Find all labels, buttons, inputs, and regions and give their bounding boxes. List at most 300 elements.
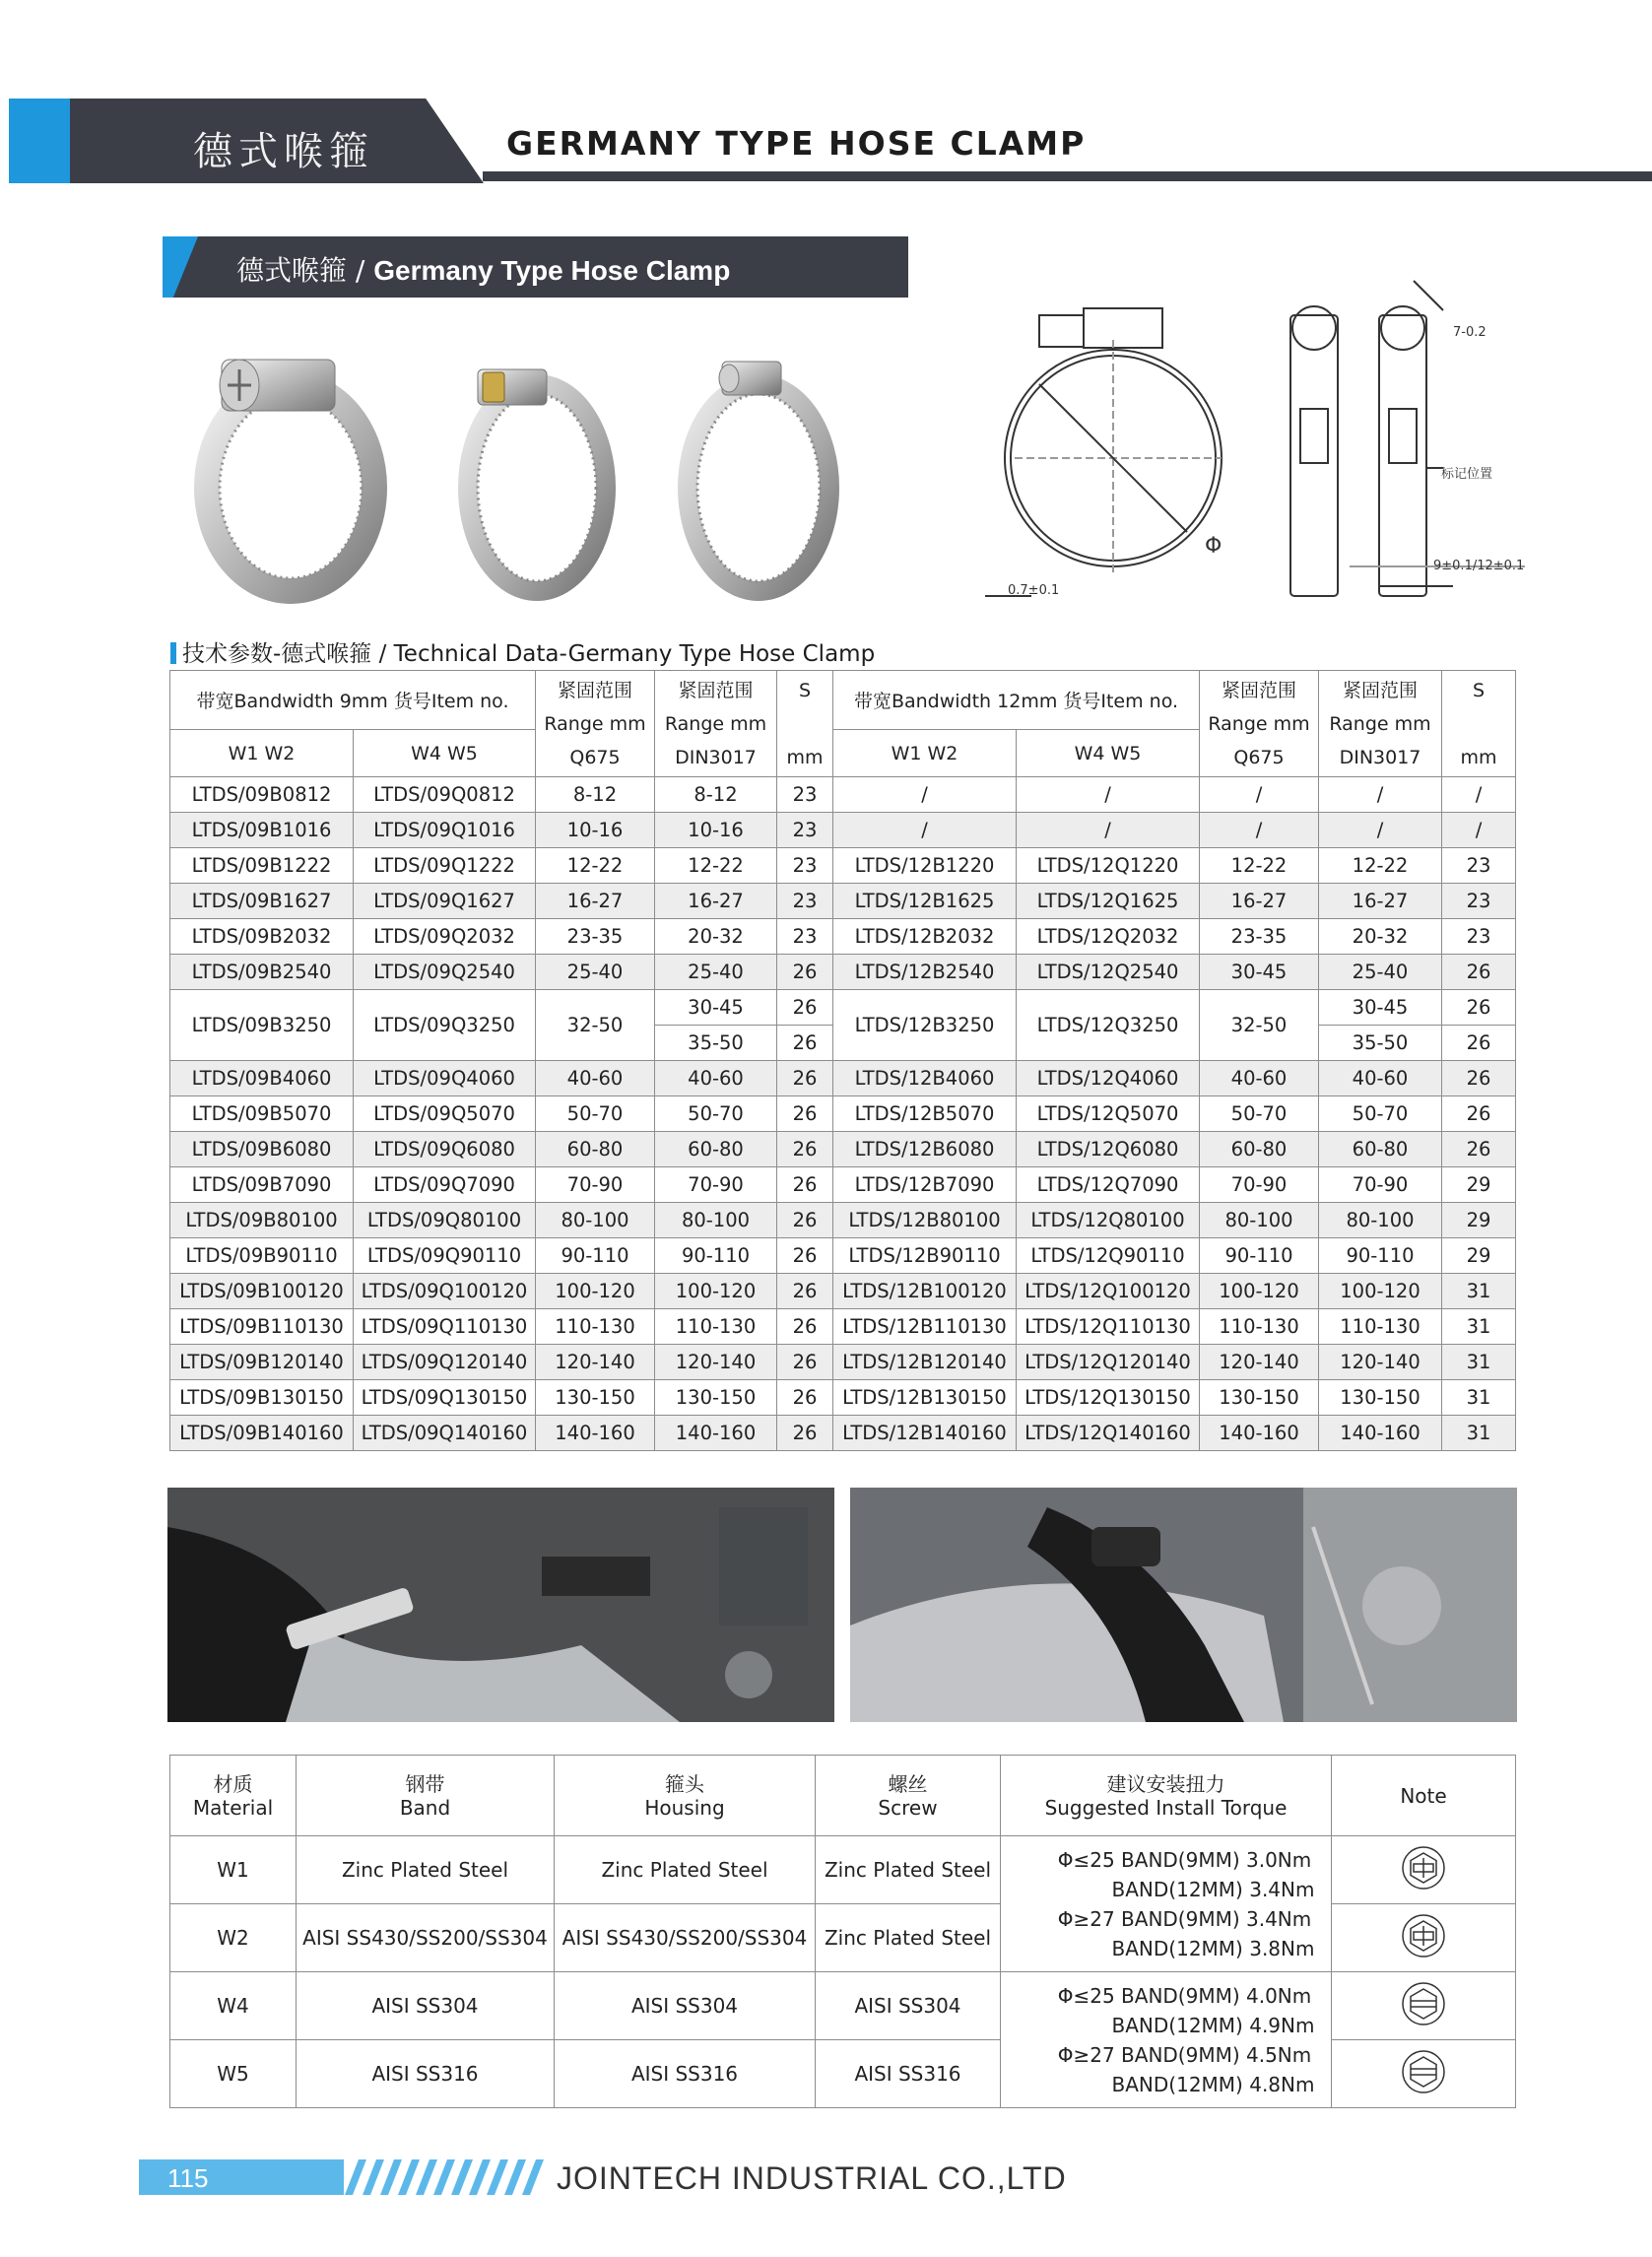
header-screw-en: Screw — [878, 1795, 938, 1820]
range-q675-9: 110-130 — [536, 1309, 655, 1345]
item-w4w5-12: LTDS/12Q140160 — [1017, 1416, 1200, 1451]
range-q675-12: 100-120 — [1200, 1274, 1319, 1309]
range-din-12: 120-140 — [1319, 1345, 1442, 1380]
range-din-9: 16-27 — [655, 884, 777, 919]
band-material: AISI SS316 — [297, 2040, 555, 2108]
item-w4w5-9: LTDS/09Q2032 — [354, 919, 536, 955]
housing-material: AISI SS316 — [555, 2040, 816, 2108]
item-w1w2-12: / — [833, 777, 1017, 813]
s-9: 23 — [777, 848, 833, 884]
header-din3017: DIN3017 — [1339, 746, 1421, 768]
torque-line: Φ≤25 BAND(9MM) 4.0Nm — [1057, 1983, 1312, 2008]
header-bandwidth-9: 带宽Bandwidth 9mm 货号Item no. — [170, 671, 536, 730]
s-9: 26 — [777, 1203, 833, 1238]
material-code: W4 — [170, 1972, 297, 2040]
housing-material: Zinc Plated Steel — [555, 1836, 816, 1904]
header-title-cn: 德式喉箍 — [193, 129, 374, 174]
header-housing-cn: 箍头 — [665, 1771, 704, 1796]
range-din-12: 12-22 — [1319, 848, 1442, 884]
range-q675-12: 70-90 — [1200, 1167, 1319, 1203]
range-q675-9: 130-150 — [536, 1380, 655, 1416]
s-9: 23 — [777, 919, 833, 955]
s-9: 26 — [777, 1061, 833, 1096]
item-w4w5-9: LTDS/09Q120140 — [354, 1345, 536, 1380]
item-w1w2-9: LTDS/09B1627 — [170, 884, 354, 919]
item-w1w2-9: LTDS/09B5070 — [170, 1096, 354, 1132]
s-9: 26 — [777, 1026, 833, 1061]
screw-material: AISI SS304 — [816, 1972, 1001, 2040]
range-din-9: 30-45 — [655, 990, 777, 1026]
item-w4w5-12: LTDS/12Q90110 — [1017, 1238, 1200, 1274]
s-12: 26 — [1442, 955, 1516, 990]
page-header — [0, 99, 1652, 185]
note-icon-cell — [1332, 1904, 1516, 1972]
item-w1w2-9: LTDS/09B6080 — [170, 1132, 354, 1167]
header-din3017: DIN3017 — [675, 746, 757, 768]
range-q675-12: 130-150 — [1200, 1380, 1319, 1416]
item-w4w5-12: LTDS/12Q80100 — [1017, 1203, 1200, 1238]
range-din-9: 20-32 — [655, 919, 777, 955]
range-q675-12: 110-130 — [1200, 1309, 1319, 1345]
item-w1w2-12: LTDS/12B4060 — [833, 1061, 1017, 1096]
s-12: 26 — [1442, 1026, 1516, 1061]
material-header-row — [170, 1756, 1516, 1836]
header-bandwidth-12: 带宽Bandwidth 12mm 货号Item no. — [833, 671, 1200, 730]
item-w4w5-12: LTDS/12Q110130 — [1017, 1309, 1200, 1345]
s-9: 23 — [777, 777, 833, 813]
s-12: 31 — [1442, 1416, 1516, 1451]
table-row — [170, 919, 1516, 955]
range-q675-9: 40-60 — [536, 1061, 655, 1096]
range-q675-9: 120-140 — [536, 1345, 655, 1380]
table-row — [170, 1345, 1516, 1380]
note-icon-cell — [1332, 2040, 1516, 2108]
item-w4w5-9: LTDS/09Q140160 — [354, 1416, 536, 1451]
material-code: W2 — [170, 1904, 297, 1972]
item-w1w2-12: LTDS/12B130150 — [833, 1380, 1017, 1416]
material-code: W1 — [170, 1836, 297, 1904]
item-w1w2-9: LTDS/09B140160 — [170, 1416, 354, 1451]
range-q675-12: 50-70 — [1200, 1096, 1319, 1132]
item-w4w5-9: LTDS/09Q110130 — [354, 1309, 536, 1345]
range-din-12: 50-70 — [1319, 1096, 1442, 1132]
s-12: 26 — [1442, 1096, 1516, 1132]
table-row — [170, 1132, 1516, 1167]
slotted-hex-screw-icon — [1401, 1981, 1446, 2026]
dim-top-label: 7-0.2 — [1453, 325, 1487, 340]
item-w1w2-9: LTDS/09B1016 — [170, 813, 354, 848]
range-q675-9: 32-50 — [536, 990, 655, 1061]
item-w1w2-12: LTDS/12B5070 — [833, 1096, 1017, 1132]
table-row — [170, 1238, 1516, 1274]
item-w1w2-12: LTDS/12B1220 — [833, 848, 1017, 884]
item-w1w2-9: LTDS/09B100120 — [170, 1274, 354, 1309]
range-din-9: 70-90 — [655, 1167, 777, 1203]
range-din-9: 80-100 — [655, 1203, 777, 1238]
range-q675-9: 10-16 — [536, 813, 655, 848]
band-material: AISI SS304 — [297, 1972, 555, 2040]
s-9: 26 — [777, 1096, 833, 1132]
header-s-12 — [1442, 671, 1516, 777]
range-din-9: 35-50 — [655, 1026, 777, 1061]
header-screw — [816, 1756, 1001, 1836]
header-housing — [555, 1756, 816, 1836]
range-q675-12: 90-110 — [1200, 1238, 1319, 1274]
item-w4w5-12: LTDS/12Q2540 — [1017, 955, 1200, 990]
header-range-cn: 紧固范围 — [1342, 679, 1418, 701]
note-icon-cell — [1332, 1836, 1516, 1904]
item-w1w2-12: LTDS/12B110130 — [833, 1309, 1017, 1345]
housing-material: AISI SS430/SS200/SS304 — [555, 1904, 816, 1972]
table-row — [170, 1096, 1516, 1132]
section-title-en: Germany Type Hose Clamp — [373, 255, 731, 286]
item-w1w2-9: LTDS/09B110130 — [170, 1309, 354, 1345]
range-q675-12: 32-50 — [1200, 990, 1319, 1061]
range-q675-12: 16-27 — [1200, 884, 1319, 919]
item-w4w5-12: LTDS/12Q4060 — [1017, 1061, 1200, 1096]
item-w4w5-12: LTDS/12Q7090 — [1017, 1167, 1200, 1203]
header-w1w2-9: W1 W2 — [170, 730, 354, 777]
range-din-9: 8-12 — [655, 777, 777, 813]
item-w1w2-9: LTDS/09B0812 — [170, 777, 354, 813]
dim-bottom-right: 9±0.1/12±0.1 — [1433, 559, 1525, 573]
s-9: 26 — [777, 1274, 833, 1309]
item-w4w5-9: LTDS/09Q1627 — [354, 884, 536, 919]
screw-material: AISI SS316 — [816, 2040, 1001, 2108]
header-w1w2-12: W1 W2 — [833, 730, 1017, 777]
s-9: 26 — [777, 1309, 833, 1345]
range-din-12: 80-100 — [1319, 1203, 1442, 1238]
footer-stripes — [345, 2159, 552, 2195]
material-row-w4 — [170, 1972, 1516, 2040]
table-row — [170, 1309, 1516, 1345]
range-q675-12: 40-60 — [1200, 1061, 1319, 1096]
s-9: 26 — [777, 990, 833, 1026]
range-din-9: 90-110 — [655, 1238, 777, 1274]
item-w1w2-9: LTDS/09B7090 — [170, 1167, 354, 1203]
range-din-12: / — [1319, 777, 1442, 813]
header-range-din-12 — [1319, 671, 1442, 777]
range-din-12: 70-90 — [1319, 1167, 1442, 1203]
s-12: 29 — [1442, 1167, 1516, 1203]
range-q675-12: / — [1200, 813, 1319, 848]
range-q675-12: 23-35 — [1200, 919, 1319, 955]
slotted-hex-screw-icon — [1401, 1913, 1446, 1958]
range-din-12: 35-50 — [1319, 1026, 1442, 1061]
range-q675-12: / — [1200, 777, 1319, 813]
section-title — [236, 249, 730, 289]
band-material: AISI SS430/SS200/SS304 — [297, 1904, 555, 1972]
header-range-cn: 紧固范围 — [678, 679, 754, 701]
item-w1w2-12: LTDS/12B1625 — [833, 884, 1017, 919]
s-12: 26 — [1442, 1132, 1516, 1167]
item-w4w5-9: LTDS/09Q4060 — [354, 1061, 536, 1096]
range-din-9: 40-60 — [655, 1061, 777, 1096]
item-w1w2-12: LTDS/12B100120 — [833, 1274, 1017, 1309]
s-12: 26 — [1442, 1061, 1516, 1096]
item-w4w5-12: LTDS/12Q130150 — [1017, 1380, 1200, 1416]
header-s-9 — [777, 671, 833, 777]
item-w1w2-12: LTDS/12B3250 — [833, 990, 1017, 1061]
range-q675-9: 80-100 — [536, 1203, 655, 1238]
s-9: 26 — [777, 1132, 833, 1167]
s-12: 23 — [1442, 848, 1516, 884]
torque-line: Φ≥27 BAND(9MM) 3.4Nm — [1057, 1906, 1312, 1931]
item-w1w2-9: LTDS/09B2540 — [170, 955, 354, 990]
s-12: / — [1442, 777, 1516, 813]
header-q675: Q675 — [569, 746, 621, 768]
torque-line: BAND(12MM) 3.4Nm — [1111, 1877, 1315, 1901]
range-q675-9: 50-70 — [536, 1096, 655, 1132]
range-q675-9: 8-12 — [536, 777, 655, 813]
header-title-en: GERMANY TYPE HOSE CLAMP — [506, 124, 1087, 163]
item-w1w2-12: LTDS/12B80100 — [833, 1203, 1017, 1238]
table-row — [170, 1274, 1516, 1309]
range-q675-9: 25-40 — [536, 955, 655, 990]
range-q675-9: 100-120 — [536, 1274, 655, 1309]
s-9: 26 — [777, 1167, 833, 1203]
item-w1w2-12: / — [833, 813, 1017, 848]
band-material: Zinc Plated Steel — [297, 1836, 555, 1904]
section-title-bar — [163, 236, 908, 298]
screw-material: Zinc Plated Steel — [816, 1904, 1001, 1972]
page-number: 115 — [167, 2163, 209, 2193]
dim-bottom-left: 0.7±0.1 — [1008, 583, 1060, 598]
table-row — [170, 1203, 1516, 1238]
header-range-mm: Range mm — [664, 712, 767, 735]
header-screw-cn: 螺丝 — [888, 1771, 928, 1796]
header-material-cn: 材质 — [213, 1771, 253, 1796]
s-9: 23 — [777, 884, 833, 919]
item-w4w5-12: / — [1017, 813, 1200, 848]
item-w1w2-9: LTDS/09B2032 — [170, 919, 354, 955]
item-w4w5-9: LTDS/09Q5070 — [354, 1096, 536, 1132]
header-s: S — [1472, 679, 1486, 701]
header-range-din-9 — [655, 671, 777, 777]
range-q675-9: 23-35 — [536, 919, 655, 955]
item-w4w5-9: LTDS/09Q3250 — [354, 990, 536, 1061]
header-note: Note — [1332, 1756, 1516, 1836]
item-w1w2-12: LTDS/12B2032 — [833, 919, 1017, 955]
range-din-12: 110-130 — [1319, 1309, 1442, 1345]
range-din-9: 60-80 — [655, 1132, 777, 1167]
range-q675-9: 16-27 — [536, 884, 655, 919]
range-q675-9: 70-90 — [536, 1167, 655, 1203]
item-w4w5-9: LTDS/09Q80100 — [354, 1203, 536, 1238]
range-q675-12: 30-45 — [1200, 955, 1319, 990]
range-q675-12: 120-140 — [1200, 1345, 1319, 1380]
item-w1w2-9: LTDS/09B1222 — [170, 848, 354, 884]
table-row — [170, 1061, 1516, 1096]
item-w1w2-9: LTDS/09B90110 — [170, 1238, 354, 1274]
range-din-12: 40-60 — [1319, 1061, 1442, 1096]
item-w4w5-9: LTDS/09Q0812 — [354, 777, 536, 813]
clamp-image-w2 — [443, 340, 621, 606]
s-12: / — [1442, 813, 1516, 848]
table-row — [170, 848, 1516, 884]
range-din-9: 12-22 — [655, 848, 777, 884]
item-w4w5-9: LTDS/09Q130150 — [354, 1380, 536, 1416]
item-w4w5-9: LTDS/09Q1222 — [354, 848, 536, 884]
s-12: 29 — [1442, 1238, 1516, 1274]
heading-marker — [170, 642, 176, 664]
item-w4w5-12: LTDS/12Q1220 — [1017, 848, 1200, 884]
application-photo-left — [167, 1488, 834, 1722]
item-w4w5-9: LTDS/09Q1016 — [354, 813, 536, 848]
table-header-row-1 — [170, 671, 1516, 730]
s-12: 26 — [1442, 990, 1516, 1026]
header-torque-en: Suggested Install Torque — [1044, 1795, 1288, 1820]
header-range-q675-12 — [1200, 671, 1319, 777]
material-code: W5 — [170, 2040, 297, 2108]
mark-position-label: 标记位置 — [1441, 467, 1493, 482]
header-q675: Q675 — [1233, 746, 1285, 768]
item-w1w2-9: LTDS/09B120140 — [170, 1345, 354, 1380]
s-12: 31 — [1442, 1345, 1516, 1380]
item-w1w2-12: LTDS/12B140160 — [833, 1416, 1017, 1451]
range-din-12: 20-32 — [1319, 919, 1442, 955]
item-w1w2-12: LTDS/12B120140 — [833, 1345, 1017, 1380]
note-icon-cell — [1332, 1972, 1516, 2040]
s-9: 26 — [777, 955, 833, 990]
header-w4w5-9: W4 W5 — [354, 730, 536, 777]
range-din-9: 130-150 — [655, 1380, 777, 1416]
torque-line: Φ≤25 BAND(9MM) 3.0Nm — [1057, 1847, 1312, 1872]
range-din-12: 100-120 — [1319, 1274, 1442, 1309]
header-s: S — [798, 679, 812, 701]
header-range-mm: Range mm — [1208, 712, 1310, 735]
item-w4w5-12: LTDS/12Q6080 — [1017, 1132, 1200, 1167]
torque-line: BAND(12MM) 4.8Nm — [1111, 2072, 1315, 2096]
s-12: 31 — [1442, 1309, 1516, 1345]
range-din-12: 30-45 — [1319, 990, 1442, 1026]
header-range-cn: 紧固范围 — [557, 679, 632, 701]
item-w4w5-9: LTDS/09Q100120 — [354, 1274, 536, 1309]
range-q675-12: 80-100 — [1200, 1203, 1319, 1238]
torque-line: BAND(12MM) 4.9Nm — [1111, 2013, 1315, 2037]
torque-w1-w2 — [1001, 1836, 1332, 1972]
header-range-cn: 紧固范围 — [1221, 679, 1296, 701]
application-photo-right — [850, 1488, 1517, 1722]
range-q675-9: 140-160 — [536, 1416, 655, 1451]
screw-material: Zinc Plated Steel — [816, 1836, 1001, 1904]
header-band-en: Band — [399, 1795, 451, 1820]
table-row — [170, 955, 1516, 990]
item-w1w2-9: LTDS/09B130150 — [170, 1380, 354, 1416]
header-material — [170, 1756, 297, 1836]
item-w4w5-12: LTDS/12Q2032 — [1017, 919, 1200, 955]
table-row — [170, 813, 1516, 848]
range-q675-9: 12-22 — [536, 848, 655, 884]
range-din-9: 10-16 — [655, 813, 777, 848]
range-din-12: 25-40 — [1319, 955, 1442, 990]
item-w1w2-12: LTDS/12B2540 — [833, 955, 1017, 990]
item-w4w5-9: LTDS/09Q90110 — [354, 1238, 536, 1274]
s-9: 26 — [777, 1238, 833, 1274]
header-mm: mm — [1460, 746, 1497, 768]
tech-data-heading — [170, 635, 875, 668]
housing-material: AISI SS304 — [555, 1972, 816, 2040]
header-rule — [483, 171, 1652, 181]
range-din-12: 60-80 — [1319, 1132, 1442, 1167]
item-w4w5-9: LTDS/09Q6080 — [354, 1132, 536, 1167]
item-w4w5-12: LTDS/12Q120140 — [1017, 1345, 1200, 1380]
table-row — [170, 1167, 1516, 1203]
header-range-mm: Range mm — [1329, 712, 1431, 735]
torque-w4-w5 — [1001, 1972, 1332, 2108]
item-w4w5-12: / — [1017, 777, 1200, 813]
range-din-9: 50-70 — [655, 1096, 777, 1132]
material-table — [169, 1755, 1516, 2108]
header-range-mm: Range mm — [544, 712, 646, 735]
range-din-9: 25-40 — [655, 955, 777, 990]
tech-data-heading-text: 技术参数-德式喉箍 / Technical Data-Germany Type Hose Clamp — [182, 641, 876, 667]
technical-data-table — [169, 670, 1516, 1451]
header-w4w5-12: W4 W5 — [1017, 730, 1200, 777]
s-12: 31 — [1442, 1380, 1516, 1416]
range-q675-12: 60-80 — [1200, 1132, 1319, 1167]
torque-line: BAND(12MM) 3.8Nm — [1111, 1936, 1315, 1960]
table-row — [170, 884, 1516, 919]
table-row — [170, 1380, 1516, 1416]
header-accent-block — [9, 99, 70, 183]
range-din-12: 16-27 — [1319, 884, 1442, 919]
clamp-image-w1 — [192, 340, 389, 606]
range-din-12: 140-160 — [1319, 1416, 1442, 1451]
s-9: 23 — [777, 813, 833, 848]
section-accent — [163, 236, 198, 298]
header-housing-en: Housing — [644, 1795, 725, 1820]
slotted-hex-screw-icon — [1401, 2049, 1446, 2094]
table-row — [170, 777, 1516, 813]
technical-drawing — [980, 271, 1532, 606]
table-row — [170, 990, 1516, 1026]
torque-line: Φ≥27 BAND(9MM) 4.5Nm — [1057, 2042, 1312, 2067]
item-w4w5-9: LTDS/09Q2540 — [354, 955, 536, 990]
range-din-12: / — [1319, 813, 1442, 848]
range-din-9: 110-130 — [655, 1309, 777, 1345]
item-w1w2-12: LTDS/12B6080 — [833, 1132, 1017, 1167]
range-din-12: 130-150 — [1319, 1380, 1442, 1416]
item-w4w5-9: LTDS/09Q7090 — [354, 1167, 536, 1203]
item-w1w2-9: LTDS/09B80100 — [170, 1203, 354, 1238]
range-din-9: 100-120 — [655, 1274, 777, 1309]
item-w4w5-12: LTDS/12Q3250 — [1017, 990, 1200, 1061]
range-q675-9: 90-110 — [536, 1238, 655, 1274]
range-din-9: 140-160 — [655, 1416, 777, 1451]
clamp-image-w4 — [668, 340, 845, 606]
range-q675-12: 12-22 — [1200, 848, 1319, 884]
header-torque-cn: 建议安装扭力 — [1106, 1771, 1225, 1796]
range-q675-12: 140-160 — [1200, 1416, 1319, 1451]
header-band-cn: 钢带 — [405, 1771, 445, 1796]
slotted-hex-screw-icon — [1401, 1845, 1446, 1891]
s-12: 31 — [1442, 1274, 1516, 1309]
header-mm: mm — [786, 746, 824, 768]
item-w1w2-9: LTDS/09B3250 — [170, 990, 354, 1061]
header-material-en: Material — [192, 1795, 274, 1820]
item-w4w5-12: LTDS/12Q5070 — [1017, 1096, 1200, 1132]
s-12: 23 — [1442, 884, 1516, 919]
header-torque — [1001, 1756, 1332, 1836]
s-9: 26 — [777, 1380, 833, 1416]
s-12: 23 — [1442, 919, 1516, 955]
item-w4w5-12: LTDS/12Q100120 — [1017, 1274, 1200, 1309]
s-9: 26 — [777, 1345, 833, 1380]
range-din-9: 120-140 — [655, 1345, 777, 1380]
item-w1w2-12: LTDS/12B7090 — [833, 1167, 1017, 1203]
range-din-12: 90-110 — [1319, 1238, 1442, 1274]
